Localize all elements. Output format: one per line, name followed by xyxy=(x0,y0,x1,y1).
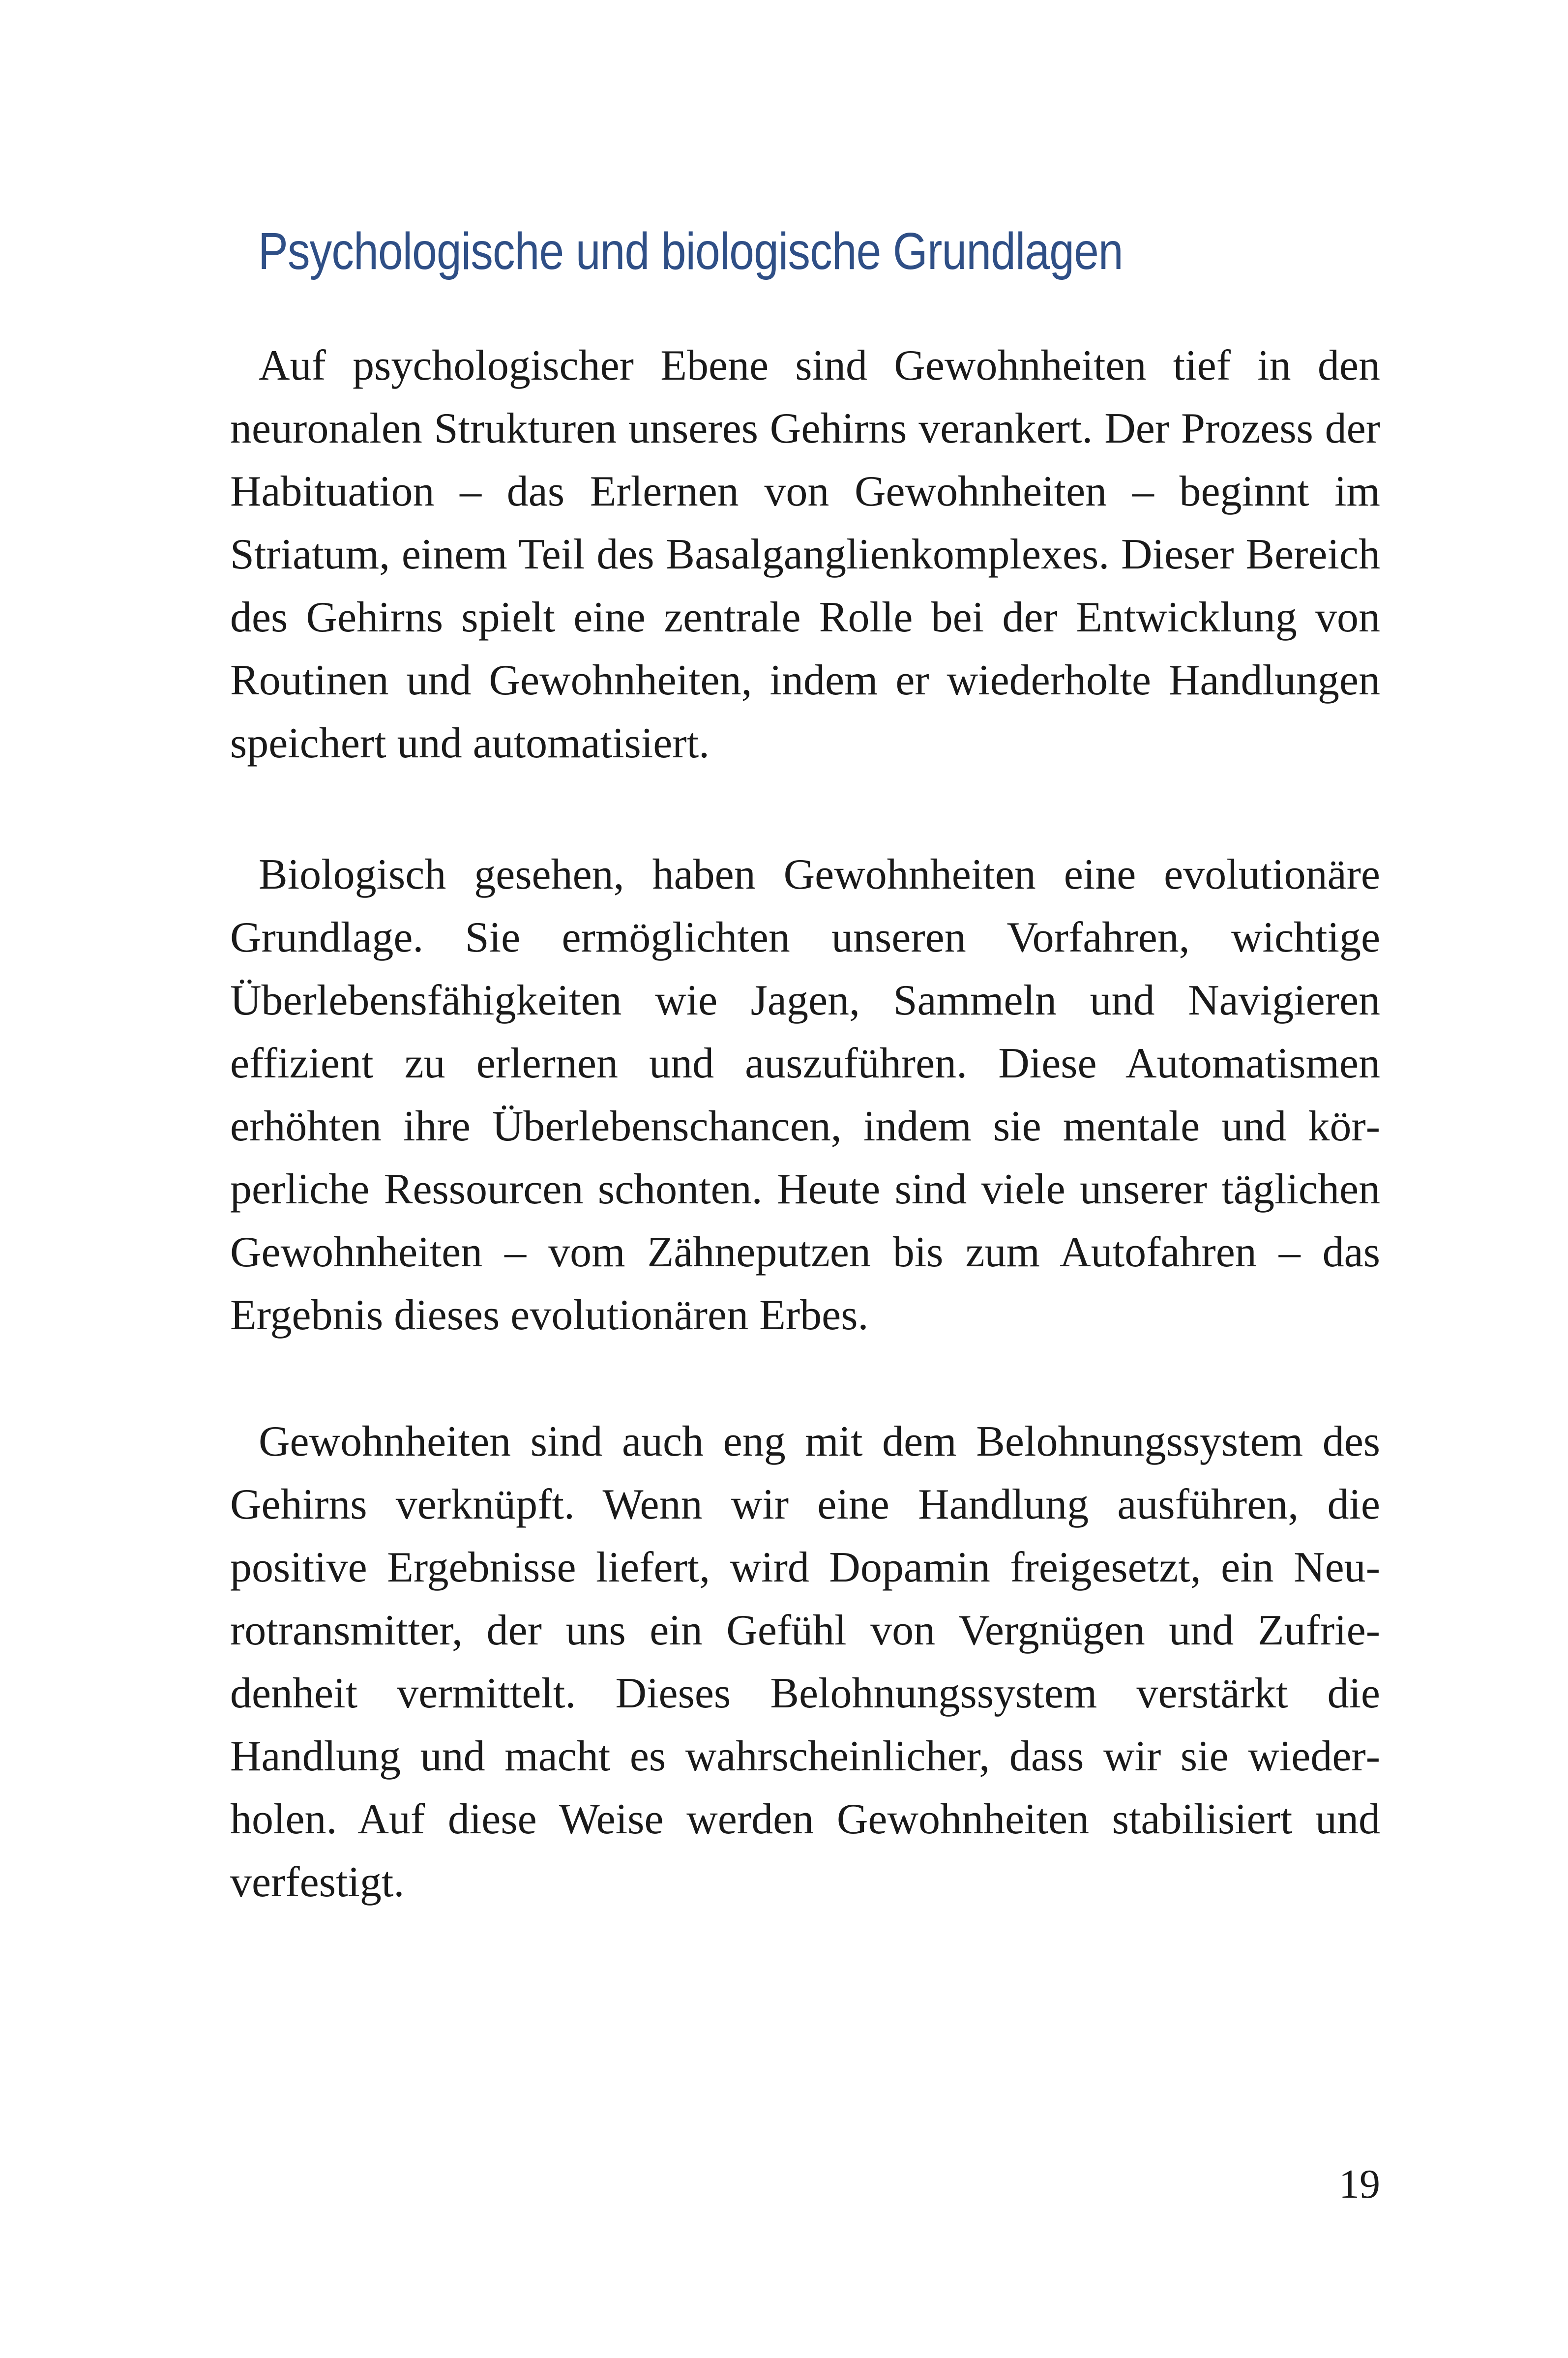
paragraph-2: Biologisch gesehen, haben Gewohnheiten eine evolutionäre Grundlage. Sie ermöglichten unseren Vorfahren, wichtige Überlebensfähigkeiten wie Jagen, Sammeln und Navigieren effizient zu erlernen und auszuführen. Diese Automatismen erhöhten ihre Überlebenschancen, indem sie mentale und körperliche Ressourcen schonten. Heute sind viele unserer täglichen Gewohnheiten – vom Zähneputzen bis zum Autofahren – das Ergebnis dieses evolutionären Erbes. xyxy=(230,851,1380,1339)
paragraph-3: Gewohnheiten sind auch eng mit dem Belohnungssystem des Gehirns verknüpft. Wenn wir eine Handlung ausführen, die positive Ergebnisse liefert, wird Dopamin freigesetzt, ein Neurotransmitter, der uns ein Gefühl von Vergnügen und Zufriedenheit vermittelt. Dieses Belohnungssystem verstärkt die Handlung und macht es wahrscheinlicher, dass wir sie wiederholen. Auf diese Weise werden Gewohnheiten stabilisiert und verfestigt. xyxy=(230,1418,1380,1906)
section-heading: Psychologische und biologische Grundlagen xyxy=(258,222,1123,280)
paragraph-1: Auf psychologischer Ebene sind Gewohnheiten tief in den neuronalen Strukturen unseres Gehirns verankert. Der Prozess der Habituation – das Erlernen von Gewohnheiten – beginnt im Striatum, einem Teil des Basalganglienkomplexes. Dieser Bereich des Gehirns spielt eine zentrale Rolle bei der Entwicklung von Routinen und Gewohnheiten, indem er wiederholte Handlungen speichert und automatisiert. xyxy=(230,342,1380,767)
page-number: 19 xyxy=(1339,2161,1380,2207)
